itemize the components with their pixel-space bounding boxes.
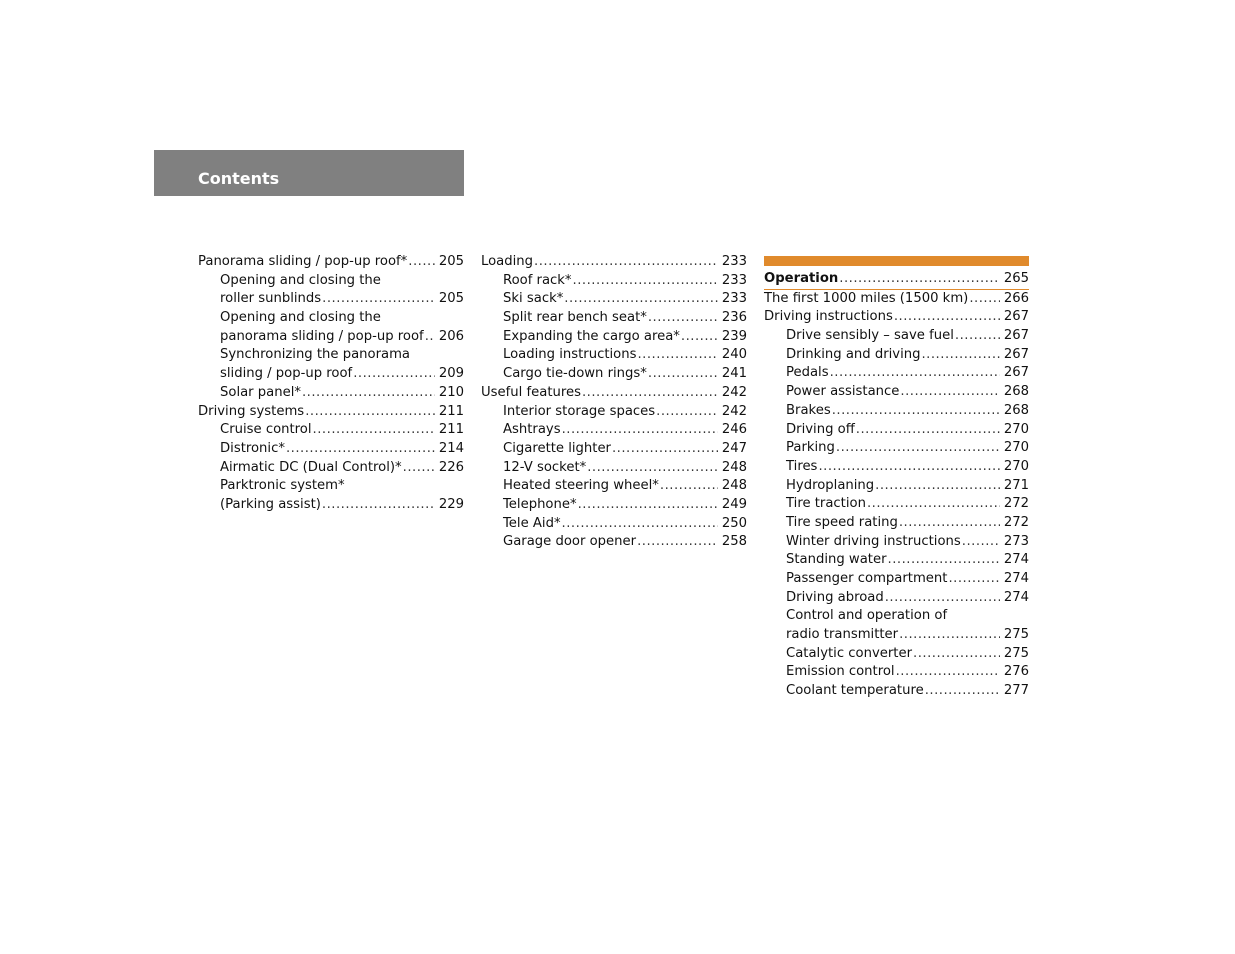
toc-entry-title: Drinking and driving xyxy=(786,346,921,362)
toc-entry-page: 274 xyxy=(1003,589,1029,605)
toc-entry-page: 270 xyxy=(1003,421,1029,437)
toc-entry-title: The first 1000 miles (1500 km) xyxy=(764,290,969,306)
toc-entry[interactable] xyxy=(764,645,1029,664)
toc-entry-title: Ashtrays xyxy=(503,422,561,438)
toc-entry-page: 272 xyxy=(1003,496,1029,512)
toc-entry-title: Loading xyxy=(481,254,534,269)
toc-entry-title: Hydroplaning xyxy=(786,477,875,493)
dot-leader xyxy=(322,496,435,515)
page-title: Contents xyxy=(198,169,280,188)
toc-entry-page: 274 xyxy=(1003,571,1029,586)
toc-entry-title: Opening and closing the xyxy=(220,272,381,288)
toc-entry-page: 239 xyxy=(721,328,747,344)
dot-leader xyxy=(896,663,1000,682)
toc-entry-title: Passenger compartment xyxy=(786,571,948,586)
toc-entry[interactable] xyxy=(481,272,747,291)
toc-entry-title: Split rear bench seat* xyxy=(503,310,647,326)
toc-entry-title: panorama sliding / pop-up roof xyxy=(220,328,424,344)
toc-entry[interactable] xyxy=(764,551,1029,570)
toc-entry[interactable] xyxy=(481,459,747,478)
toc-column-1 xyxy=(198,253,464,515)
toc-entry-title: Coolant temperature xyxy=(786,683,924,699)
toc-entry-page: 258 xyxy=(721,534,747,550)
toc-entry-title: Driving instructions xyxy=(764,309,893,325)
toc-entry[interactable] xyxy=(481,403,747,422)
dot-leader xyxy=(888,551,1000,570)
toc-entry-title: roller sunblinds xyxy=(220,291,322,307)
dot-leader xyxy=(913,645,1000,664)
toc-entry-page: 250 xyxy=(721,515,747,531)
toc-entry-page: 275 xyxy=(1003,645,1029,661)
toc-entry[interactable] xyxy=(764,607,1029,626)
dot-leader xyxy=(637,533,718,552)
toc-entry-title: Drive sensibly – save fuel xyxy=(786,328,954,344)
dot-leader xyxy=(637,346,717,365)
dot-leader xyxy=(900,383,999,402)
toc-entry-title: Cruise control xyxy=(220,422,312,438)
toc-entry[interactable] xyxy=(481,440,747,459)
toc-entry-page: 265 xyxy=(1003,271,1029,286)
toc-entry[interactable] xyxy=(198,346,464,365)
toc-entry-page: 277 xyxy=(1003,683,1029,699)
toc-entry-page: 274 xyxy=(1003,552,1029,568)
toc-entry[interactable] xyxy=(481,328,747,347)
dot-leader xyxy=(534,253,718,272)
toc-entry-page: 210 xyxy=(438,384,464,400)
toc-entry-page: 247 xyxy=(721,440,747,456)
dot-leader xyxy=(322,290,435,309)
dot-leader xyxy=(305,403,435,422)
toc-entry-page: 240 xyxy=(721,347,747,363)
dot-leader xyxy=(962,533,1000,552)
dot-leader xyxy=(573,272,718,291)
toc-entry-title: Interior storage spaces xyxy=(503,403,656,419)
toc-entry-title: Loading instructions xyxy=(503,347,637,363)
toc-entry[interactable] xyxy=(764,626,1029,645)
toc-entry[interactable] xyxy=(764,514,1029,533)
toc-entry-page: 211 xyxy=(438,422,464,438)
toc-entry-title: Expanding the cargo area* xyxy=(503,328,680,344)
dot-leader xyxy=(403,459,435,478)
toc-entry[interactable] xyxy=(198,496,464,515)
toc-entry-page: 242 xyxy=(721,384,747,400)
dot-leader xyxy=(612,440,718,459)
toc-entry-title: Emission control xyxy=(786,664,895,680)
toc-entry-title: Opening and closing the xyxy=(220,310,381,326)
toc-entry-page: 209 xyxy=(438,366,464,382)
dot-leader xyxy=(660,477,718,496)
toc-entry[interactable] xyxy=(198,365,464,384)
toc-entry[interactable] xyxy=(198,272,464,291)
section-accent-bar xyxy=(764,256,1029,266)
dot-leader xyxy=(648,365,718,384)
toc-entry[interactable] xyxy=(198,253,464,272)
toc-entry-title: Tire traction xyxy=(786,496,866,512)
dot-leader xyxy=(955,327,1000,346)
toc-entry[interactable] xyxy=(198,421,464,440)
toc-entry-title: Roof rack* xyxy=(503,272,572,288)
toc-entry[interactable] xyxy=(481,346,747,365)
toc-entry[interactable] xyxy=(764,589,1029,608)
toc-entry-title: Airmatic DC (Dual Control)* xyxy=(220,459,402,475)
toc-entry-page: 275 xyxy=(1003,627,1029,643)
toc-entry-title: Synchronizing the panorama xyxy=(220,347,411,363)
toc-entry-title: Operation xyxy=(764,271,839,286)
toc-entry[interactable] xyxy=(764,270,1029,290)
toc-entry[interactable] xyxy=(764,477,1029,496)
toc-entry-title: Tele Aid* xyxy=(503,515,561,531)
toc-entry-page: 267 xyxy=(1003,309,1029,325)
toc-entry-page: 266 xyxy=(1003,290,1029,306)
toc-entry-title: radio transmitter xyxy=(786,627,899,643)
toc-entry-page: 249 xyxy=(721,496,747,512)
toc-entry[interactable] xyxy=(481,515,747,534)
toc-entry-page: 242 xyxy=(721,403,747,419)
dot-leader xyxy=(836,439,1000,458)
toc-entry-page: 272 xyxy=(1003,514,1029,530)
dot-leader xyxy=(353,365,435,384)
toc-entry[interactable] xyxy=(198,477,464,496)
toc-entry-page: 233 xyxy=(721,254,747,269)
toc-entry-page: 233 xyxy=(721,291,747,307)
toc-entry-page: 270 xyxy=(1003,440,1029,456)
toc-entry-title: Parking xyxy=(786,440,835,456)
toc-entry[interactable] xyxy=(198,328,464,347)
toc-entry-title: Power assistance xyxy=(786,384,900,400)
dot-leader xyxy=(818,458,999,477)
toc-entry-page: 226 xyxy=(438,459,464,475)
toc-entry-title: Telephone* xyxy=(503,496,577,512)
toc-entry-title: Cigarette lighter xyxy=(503,440,611,456)
dot-leader xyxy=(648,309,718,328)
toc-entry-page: 233 xyxy=(721,272,747,288)
toc-entry-page: 273 xyxy=(1003,533,1029,549)
dot-leader xyxy=(302,384,435,403)
toc-entry-title: Brakes xyxy=(786,402,831,418)
toc-entry[interactable] xyxy=(764,346,1029,365)
toc-entry-page: 214 xyxy=(438,440,464,456)
toc-entry[interactable] xyxy=(481,477,747,496)
toc-entry-page: 267 xyxy=(1003,365,1029,381)
toc-entry-title: Driving off xyxy=(786,421,855,437)
toc-entry-title: Control and operation of xyxy=(786,608,948,624)
toc-entry-title: Tires xyxy=(786,458,818,474)
toc-entry-title: Distronic* xyxy=(220,440,285,456)
dot-leader xyxy=(564,290,718,309)
toc-entry-page: 268 xyxy=(1003,402,1029,418)
toc-entry[interactable] xyxy=(481,309,747,328)
toc-entry[interactable] xyxy=(481,533,747,552)
toc-entry[interactable] xyxy=(764,364,1029,383)
toc-entry-title: Standing water xyxy=(786,552,887,568)
toc-entry[interactable] xyxy=(764,533,1029,552)
dot-leader xyxy=(582,384,718,403)
toc-entry-page: 268 xyxy=(1003,384,1029,400)
toc-entry-page: 236 xyxy=(721,310,747,326)
toc-entry-page: 206 xyxy=(438,328,464,344)
toc-entry-page: 270 xyxy=(1003,458,1029,474)
toc-entry-title: Panorama sliding / pop-up roof* xyxy=(198,254,408,269)
dot-leader xyxy=(587,459,718,478)
toc-entry[interactable] xyxy=(198,384,464,403)
toc-entry-title: Pedals xyxy=(786,365,829,381)
toc-entry-title: Cargo tie-down rings* xyxy=(503,366,647,382)
toc-entry-title: Driving systems xyxy=(198,403,305,419)
toc-entry-page: 211 xyxy=(438,403,464,419)
toc-entry-page: 267 xyxy=(1003,346,1029,362)
dot-leader xyxy=(313,421,435,440)
toc-entry[interactable] xyxy=(198,309,464,328)
dot-leader xyxy=(899,626,1000,645)
toc-entry-page: 276 xyxy=(1003,664,1029,680)
toc-entry-page: 241 xyxy=(721,366,747,382)
dot-leader xyxy=(562,515,718,534)
toc-entry-page: 205 xyxy=(438,254,464,269)
toc-entry-title: Driving abroad xyxy=(786,589,884,605)
toc-entry[interactable] xyxy=(764,458,1029,477)
toc-entry-page: 246 xyxy=(721,422,747,438)
toc-entry[interactable] xyxy=(764,495,1029,514)
dot-leader xyxy=(832,402,1000,421)
toc-entry[interactable] xyxy=(481,290,747,309)
toc-entry-title: (Parking assist) xyxy=(220,496,321,512)
dot-leader xyxy=(925,682,1000,701)
dot-leader xyxy=(681,328,718,347)
toc-entry-title: Parktronic system* xyxy=(220,478,345,494)
dot-leader xyxy=(286,440,435,459)
toc-entry[interactable] xyxy=(764,663,1029,682)
toc-entry-title: Catalytic converter xyxy=(786,645,913,661)
dot-leader xyxy=(948,570,999,589)
dot-leader xyxy=(839,270,1000,289)
toc-entry-page: 248 xyxy=(721,478,747,494)
toc-entry[interactable] xyxy=(481,421,747,440)
dot-leader xyxy=(408,253,435,272)
toc-entry[interactable] xyxy=(764,402,1029,421)
contents-header-bar xyxy=(154,150,464,196)
dot-leader xyxy=(578,496,718,515)
toc-entry-title: Winter driving instructions xyxy=(786,533,961,549)
dot-leader xyxy=(969,290,1000,309)
toc-column-2 xyxy=(481,253,747,552)
toc-entry[interactable] xyxy=(198,290,464,309)
toc-entry-page: 205 xyxy=(438,291,464,307)
dot-leader xyxy=(656,403,718,422)
toc-entry-title: Useful features xyxy=(481,384,581,400)
toc-entry[interactable] xyxy=(481,365,747,384)
toc-entry-page: 267 xyxy=(1003,328,1029,344)
dot-leader xyxy=(830,364,1000,383)
toc-entry[interactable] xyxy=(481,253,747,272)
dot-leader xyxy=(875,477,1000,496)
toc-entry[interactable] xyxy=(764,290,1029,309)
dot-leader xyxy=(885,589,1000,608)
toc-entry[interactable] xyxy=(764,682,1029,701)
toc-entry-title: 12-V socket* xyxy=(503,459,587,475)
dot-leader xyxy=(867,495,1000,514)
toc-entry-title: Solar panel* xyxy=(220,384,301,400)
dot-leader xyxy=(894,308,1000,327)
toc-entry[interactable] xyxy=(764,327,1029,346)
toc-entry[interactable] xyxy=(764,439,1029,458)
dot-leader xyxy=(899,514,1000,533)
dot-leader xyxy=(562,421,718,440)
toc-entry[interactable] xyxy=(481,496,747,515)
toc-entry-title: Ski sack* xyxy=(503,291,564,307)
toc-entry[interactable] xyxy=(481,384,747,403)
toc-entry[interactable] xyxy=(764,308,1029,327)
dot-leader xyxy=(425,328,435,347)
toc-entry[interactable] xyxy=(198,459,464,478)
toc-entry-page: 271 xyxy=(1003,477,1029,493)
toc-entry-page: 229 xyxy=(438,496,464,512)
toc-entry-title: sliding / pop-up roof xyxy=(220,366,353,382)
dot-leader xyxy=(856,421,1000,440)
toc-column-3 xyxy=(764,270,1029,701)
toc-entry[interactable] xyxy=(764,383,1029,402)
toc-entry-page: 248 xyxy=(721,459,747,475)
toc-entry-title: Garage door opener xyxy=(503,534,637,550)
toc-entry-title: Heated steering wheel* xyxy=(503,478,659,494)
toc-entry[interactable] xyxy=(198,403,464,422)
toc-entry[interactable] xyxy=(764,570,1029,589)
toc-entry[interactable] xyxy=(764,421,1029,440)
dot-leader xyxy=(921,346,999,365)
toc-entry[interactable] xyxy=(198,440,464,459)
toc-entry-title: Tire speed rating xyxy=(786,514,898,530)
